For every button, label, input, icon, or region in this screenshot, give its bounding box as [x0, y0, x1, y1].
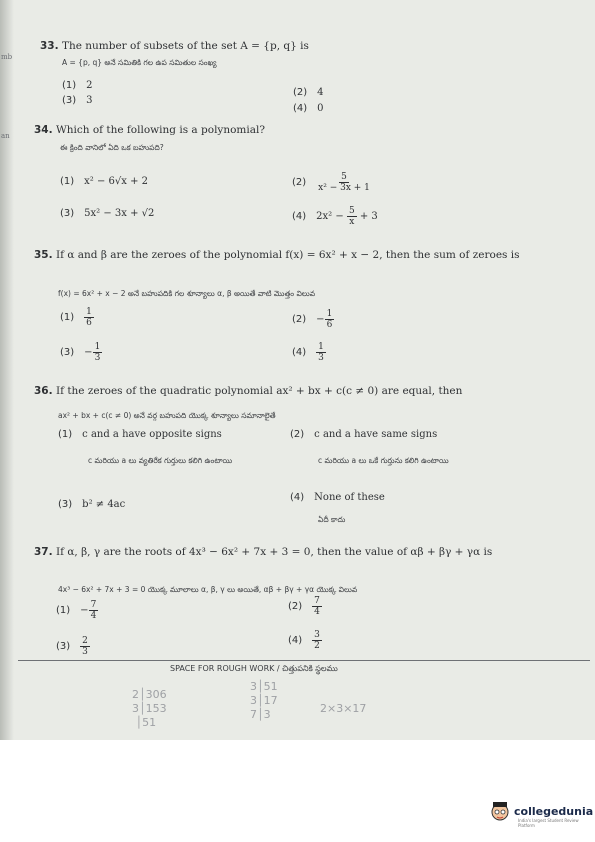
question-37 [34, 546, 554, 559]
fraction: $\frac{1}{6}$ [326, 309, 333, 330]
question-34 [34, 124, 265, 137]
option-1: (1) 2 [62, 80, 93, 91]
option-1: (1) $\frac{1}{6}$ [60, 307, 92, 328]
question-text: If α, β, γ are the roots of 4x³ − 6x² + 7x + 3 = 0, then the value of αβ + βγ + γα is [55, 546, 493, 558]
question-telugu: ఈ క్రింది వానిలో ఏది ఒక బహుపది? [60, 143, 164, 152]
option-4-telugu: ఏదీ కాదు [318, 515, 346, 524]
option-2-telugu: c మరియు a లు ఒకే గుర్తును కలిగి ఉంటాయి [318, 456, 449, 465]
question-text: The number of subsets of the set A = {p, q} is [61, 40, 309, 52]
question-35 [34, 249, 550, 262]
question-telugu: A = {p, q} అనే సమితికి గల ఉప సమితుల సంఖ్య [62, 58, 217, 67]
option-1-telugu: c మరియు a లు వ్యతిరేక గుర్తులు కలిగి ఉంటాయి [88, 456, 233, 465]
fraction: $\frac{7}{4}$ [90, 600, 97, 621]
question-number: 36. [34, 385, 53, 397]
edge-mark: mb [1, 53, 13, 61]
rough-work-label: SPACE FOR ROUGH WORK / చిత్తుపనికి స్థలము [170, 664, 338, 673]
question-text: Which of the following is a polynomial? [55, 124, 265, 136]
brand-name: collegedunia [514, 804, 594, 818]
question-number: 33. [40, 40, 59, 52]
option-1: (1) − $\frac{7}{4}$ [56, 600, 97, 621]
fraction: $\frac{7}{4}$ [314, 596, 320, 617]
question-number: 37. [34, 546, 53, 558]
fraction: $\frac{1}{3}$ [318, 342, 324, 363]
fraction: $\frac{5}{\text{x² − 3x + 1}}$ [318, 172, 370, 193]
edge-mark: an [1, 132, 10, 140]
option-4: (4) 0 [293, 103, 324, 114]
fraction: $\frac{2}{3}$ [82, 636, 88, 657]
question-telugu: 4x³ − 6x² + 7x + 3 = 0 యొక్క మూలాలు α, β, γ లు అయితే, αβ + βγ + γα యొక్క విలువ [58, 585, 358, 594]
fraction: $\frac{1}{3}$ [94, 342, 101, 363]
page-fold-shadow [0, 0, 14, 740]
option-1: (1) x² − 6√x + 2 [60, 176, 149, 187]
option-3: (3) $\frac{2}{3}$ [56, 636, 88, 657]
mascot-icon [490, 800, 510, 822]
option-2: (2) $\frac{5}{\text{x² − 3x + 1}}$ [292, 172, 370, 193]
option-2: (2) 4 [293, 87, 324, 98]
question-text: If α and β are the zeroes of the polynomial f(x) = 6x² + x − 2, then the sum of zeroes is [55, 249, 520, 261]
divider [18, 660, 590, 661]
option-4: (4) None of these [290, 492, 385, 503]
option-2: (2) − $\frac{1}{6}$ [292, 309, 333, 330]
pencil-scribble: 2×3×17 [320, 702, 367, 715]
question-36 [34, 385, 554, 398]
question-telugu: ax² + bx + c(c ≠ 0) అనే వర్గ బహుపది యొక్క శూన్యాలు సమానాలైతే [58, 411, 276, 420]
option-4: (4) $\frac{3}{2}$ [288, 630, 320, 651]
fraction: $\frac{3}{2}$ [314, 630, 320, 651]
question-number: 34. [34, 124, 53, 136]
option-4: (4) $\frac{1}{3}$ [292, 342, 324, 363]
brand-tagline: India's largest Student Review Platform [518, 818, 579, 828]
pencil-scribble: 3│51 3│17 7│3 [250, 680, 278, 721]
pencil-scribble: 2│306 3│153 │51 [132, 688, 167, 729]
question-33 [40, 40, 309, 53]
option-3: (3) 5x² − 3x + √2 [60, 208, 155, 219]
option-3: (3) − $\frac{1}{3}$ [60, 342, 101, 363]
question-telugu: f(x) = 6x² + x − 2 అనే బహుపదికి గల శూన్యాలు α, β అయితే వాటి మొత్తం విలువ [58, 289, 316, 298]
option-2: (2) c and a have same signs [290, 429, 438, 440]
option-4: (4) 2x² − $\frac{5}{x}$ + 3 [292, 206, 378, 227]
fraction: $\frac{1}{6}$ [86, 307, 92, 328]
fraction: $\frac{5}{x}$ [348, 206, 355, 227]
option-1: (1) c and a have opposite signs [58, 429, 222, 440]
option-3: (3) b² ≠ 4ac [58, 499, 126, 510]
option-2: (2) $\frac{7}{4}$ [288, 596, 320, 617]
question-number: 35. [34, 249, 53, 261]
question-text: If the zeroes of the quadratic polynomial ax² + bx + c(c ≠ 0) are equal, then [55, 385, 463, 397]
option-3: (3) 3 [62, 95, 93, 106]
